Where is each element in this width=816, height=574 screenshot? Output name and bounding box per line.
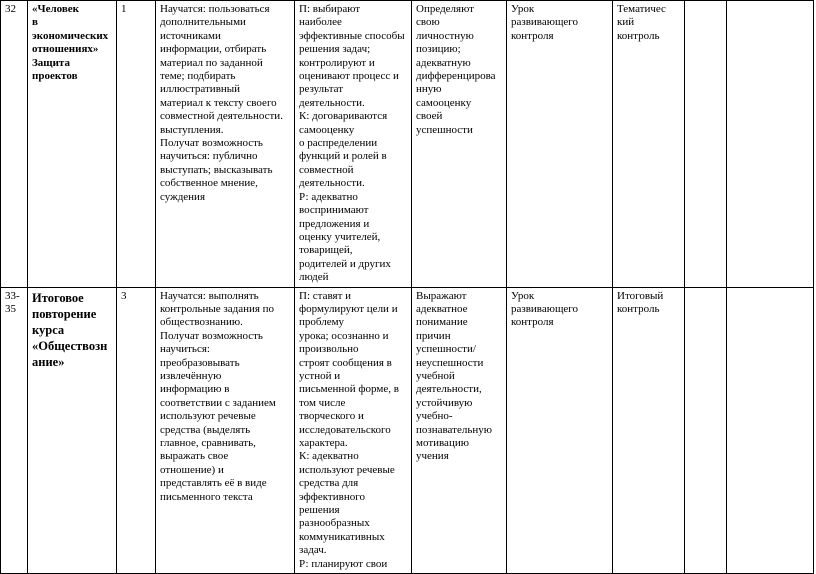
lesson-number-cell: 33- 35 bbox=[1, 287, 28, 574]
personal-results-cell: Выражают адекватное понимание причин успешности/ неуспешности учебной деятельности, устойчивую учебно- познавательную мотивацию учения bbox=[412, 287, 507, 574]
subject-results-cell: Научатся: выполнять контрольные задания по обществознанию. Получат возможность научиться: преобразовывать извлечённую информацию в соответствии с заданием используют речевые средства (выделять главное, сравнивать, выражать свое отношение) и представлять её в виде письменного текста bbox=[156, 287, 295, 574]
empty-cell bbox=[685, 287, 727, 574]
personal-results-cell: Определяют свою личностную позицию; адекватную дифференцирова нную самооценку своей успешности bbox=[412, 1, 507, 288]
subject-results-cell: Научатся: пользоваться дополнительными источниками информации, отбирать материал по заданной теме; подбирать иллюстративный материал к тексту своего совместной деятельности. выступления. Получат возможность научиться: публично выступать; высказывать собственное мнение, суждения bbox=[156, 1, 295, 288]
lesson-topic-cell: «Человек в экономических отношениях» Защита проектов bbox=[28, 1, 117, 288]
uud-cell: П: ставят и формулируют цели и проблему урока; осознанно и произвольно строят сообщения в устной и письменной форме, в том числе творческого и исследовательского характера. К: адекватно используют речевые средства для эффективного решения разнообразных коммуникативных задач. Р: планируют свои bbox=[295, 287, 412, 574]
lesson-type-cell: Урок развивающего контроля bbox=[507, 1, 613, 288]
hours-cell: 1 bbox=[117, 1, 156, 288]
empty-cell bbox=[727, 287, 814, 574]
lesson-topic-cell: Итоговое повторение курса «Обществозн ание» bbox=[28, 287, 117, 574]
empty-cell bbox=[727, 1, 814, 288]
empty-cell bbox=[685, 1, 727, 288]
uud-cell: П: выбирают наиболее эффективные способы решения задач; контролируют и оценивают процесс и результат деятельности. К: договариваются самооценку о распределении функций и ролей в совместной деятельности. Р: адекватно воспринимают предложения и оценку учителей, товарищей, родителей и других людей bbox=[295, 1, 412, 288]
table-row bbox=[1, 1, 814, 288]
control-type-cell: Тематичес кий контроль bbox=[613, 1, 685, 288]
table-row bbox=[1, 287, 814, 574]
control-type-cell: Итоговый контроль bbox=[613, 287, 685, 574]
hours-cell: 3 bbox=[117, 287, 156, 574]
lesson-number-cell: 32 bbox=[1, 1, 28, 288]
lesson-type-cell: Урок развивающего контроля bbox=[507, 287, 613, 574]
